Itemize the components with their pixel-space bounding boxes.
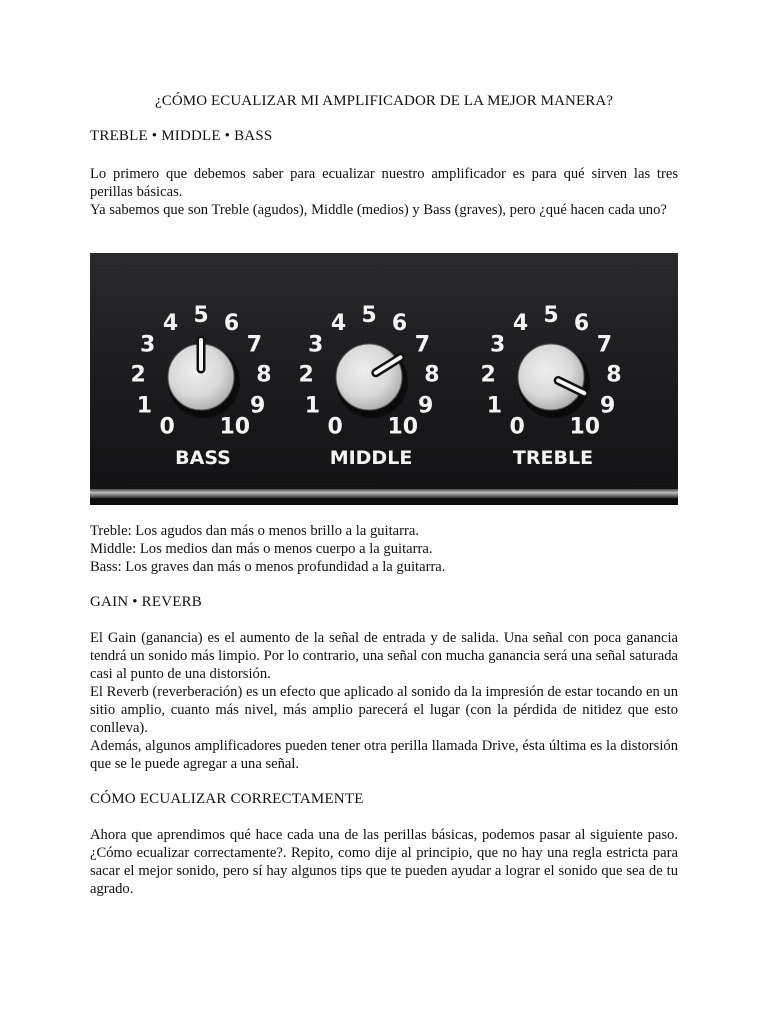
document-title: ¿CÓMO ECUALIZAR MI AMPLIFICADOR DE LA MEJOR MANERA? (154, 93, 614, 109)
bass-scale-number: 3 (139, 332, 156, 358)
treble-scale-number: 5 (543, 303, 559, 328)
middle-scale-number: 4 (330, 310, 347, 336)
knob-definitions (90, 522, 678, 576)
middle-scale-number: 7 (414, 332, 431, 358)
intro-paragraph-2: Ya sabemos que son Treble (agudos), Middle (medios) y Bass (graves), pero ¿qué hacen cada uno? (90, 202, 667, 218)
definition-bass: Bass: Los graves dan más o menos profundidad a la guitarra. (90, 559, 446, 575)
bass-scale-number: 0 (159, 414, 175, 440)
intro-paragraph-1: Lo primero que debemos saber para ecualizar nuestro amplificador es para qué sirven las tres perillas básicas. (90, 166, 678, 200)
bass-scale-number: 1 (136, 393, 153, 419)
middle-scale-number: 0 (327, 414, 343, 440)
bass-scale-number: 9 (249, 393, 266, 419)
treble-scale-number: 2 (480, 362, 496, 388)
treble-scale-number: 0 (509, 414, 525, 440)
treble-scale-number: 10 (569, 414, 601, 440)
eq-correctly-paragraph: Ahora que aprendimos qué hace cada una de las perillas básicas, podemos pasar al siguiente paso. ¿Cómo ecualizar correctamente?. Repito, como dije al principio, que no hay una regla estricta para sacar el mejor sonido, pero sí hay algunos tips que te pueden ayudar a lograr el sonido que sea de tu agrado. (90, 827, 678, 897)
treble-knob[interactable] (518, 344, 584, 410)
middle-scale-number: 6 (391, 310, 408, 336)
section-heading-gain-reverb: GAIN • REVERB (90, 594, 203, 610)
definition-treble: Treble: Los agudos dan más o menos brillo a la guitarra. (90, 523, 419, 539)
reverb-paragraph: El Reverb (reverberación) es un efecto que aplicado al sonido da la impresión de estar tocando en un sitio amplio, cuanto más nivel, más amplio parecerá el lugar (con la pérdida de nitidez que esto conlleva). (90, 684, 678, 736)
gain-reverb-paragraphs (90, 629, 678, 773)
section-heading-eq-correctly: CÓMO ECUALIZAR CORRECTAMENTE (90, 791, 364, 807)
treble-scale-number: 1 (486, 393, 503, 419)
gain-paragraph: El Gain (ganancia) es el aumento de la señal de entrada y de salida. Una señal con poca ganancia tendrá un sonido más limpio. Por lo contrario, una señal con mucha ganancia será una señal saturada casi al punto de una distorsión. (90, 630, 678, 682)
eq-correctly-paragraphs (90, 826, 678, 898)
middle-scale-number: 1 (304, 393, 321, 419)
treble-scale-number: 9 (599, 393, 616, 419)
middle-knob-label: MIDDLE (329, 447, 413, 469)
treble-scale-number: 4 (512, 310, 529, 336)
definition-middle: Middle: Los medios dan más o menos cuerpo a la guitarra. (90, 541, 433, 557)
bass-scale-number: 2 (130, 362, 146, 388)
treble-scale-number: 6 (573, 310, 590, 336)
treble-scale-number: 8 (606, 362, 622, 388)
middle-scale-number: 9 (417, 393, 434, 419)
intro-paragraphs (90, 165, 678, 219)
middle-scale-number: 2 (298, 362, 314, 388)
middle-scale-number: 3 (307, 332, 324, 358)
middle-scale-number: 10 (387, 414, 419, 440)
middle-scale-number: 5 (361, 303, 377, 328)
bass-knob-label: BASS (175, 447, 231, 469)
bass-scale-number: 6 (223, 310, 240, 336)
amp-chrome-rail (90, 489, 678, 498)
bass-scale-number: 5 (193, 303, 209, 328)
bass-scale-number: 8 (256, 362, 272, 388)
bass-scale-number: 7 (246, 332, 263, 358)
amp-bottom-edge (90, 498, 678, 505)
treble-scale-number: 3 (489, 332, 506, 358)
bass-scale-number: 4 (162, 310, 179, 336)
drive-paragraph: Además, algunos amplificadores pueden tener otra perilla llamada Drive, ésta última es la distorsión que se le puede agregar a una señal. (90, 738, 678, 772)
middle-scale-number: 8 (424, 362, 440, 388)
treble-scale-number: 7 (596, 332, 613, 358)
treble-knob-label: TREBLE (512, 447, 594, 469)
amplifier-knobs-photo (90, 253, 678, 505)
middle-knob[interactable] (336, 344, 402, 410)
bass-scale-number: 10 (219, 414, 251, 440)
section-heading-eq-knobs: TREBLE • MIDDLE • BASS (90, 128, 273, 144)
